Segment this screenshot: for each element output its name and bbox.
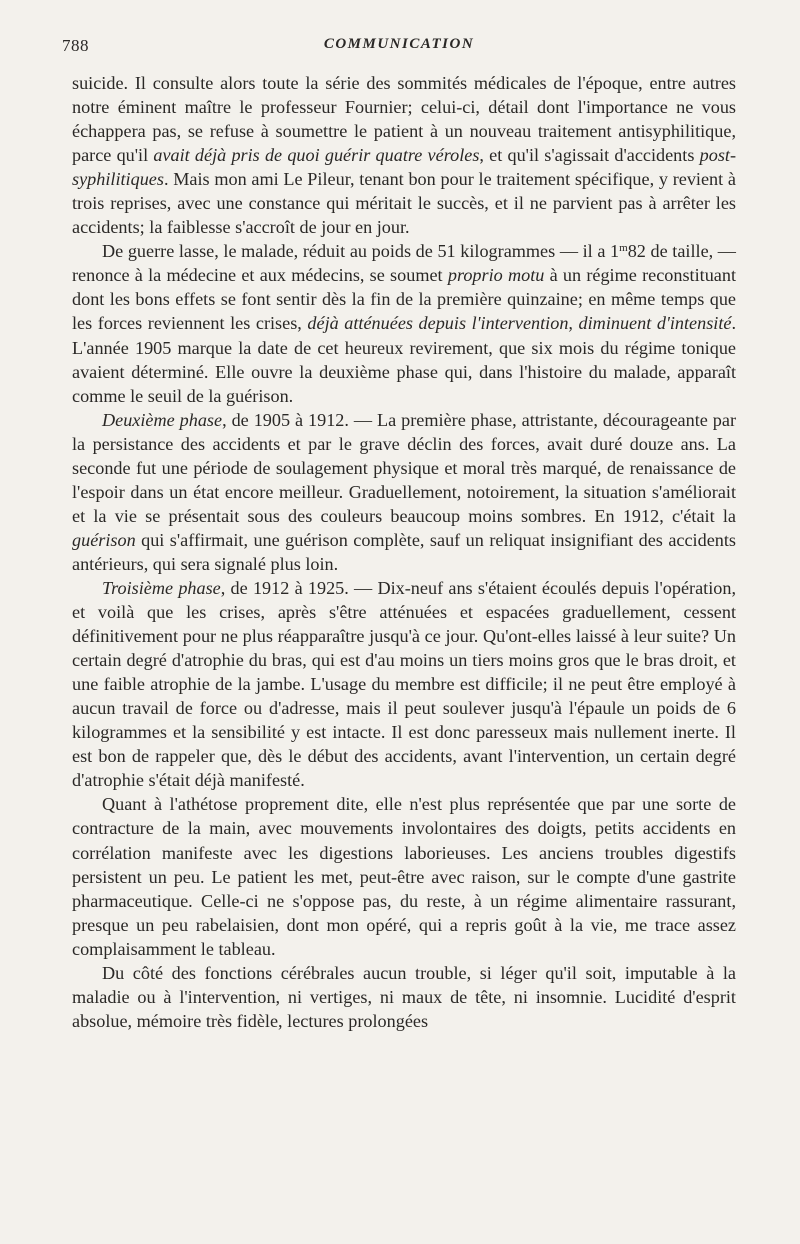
italic-text: guérison	[72, 529, 136, 550]
paragraph	[72, 408, 736, 576]
text-segment: , de 1905 à 1912. — La première phase, attristante, décourageante par la persistance des accidents et par le grave déclin des forces, avait duré douze ans. La seconde fut une période de soulagement physique et moral très marqué, de renaissance de l'espoir dans un état encore meilleur. Graduellement, notoirement, la situation s'améliorait et la vie se présentait sous des couleurs beaucoup moins sombres. En 1912, c'était la	[72, 409, 737, 526]
text-segment: , et qu'il s'agissait d'accidents	[479, 145, 700, 166]
page-header	[62, 36, 736, 60]
text-segment: Du côté des fonctions cérébrales aucun trouble, si léger qu'il soit, imputable à la maladie ou à l'intervention, ni vertiges, ni maux de tête, ni insomnie. Lucidité d'esprit absolue, mémoire très fidèle, lectures prolongées	[72, 962, 736, 1031]
text-segment: De guerre lasse, le malade, réduit au poids de 51 kilogrammes — il a 1	[102, 241, 620, 262]
italic-text: déjà atténuées depuis l'intervention, diminuent d'intensité	[307, 313, 732, 334]
body-text	[72, 71, 736, 1033]
text-segment: 82 de taille, — renonce à la médecine et aux médecins, se soumet	[72, 241, 736, 286]
paragraph	[72, 71, 736, 239]
italic-text: avait déjà pris de quoi guérir quatre véroles	[153, 145, 480, 166]
text-segment: , de 1912 à 1925. — Dix-neuf ans s'étaient écoulés depuis l'opération, et voilà que les crises, après s'être atténuées et espacées graduellement, cessent définitivement pour ne plus réapparaître jusqu'à ce jour. Qu'ont-elles laissé à leur suite? Un certain degré d'atrophie du bras, qui est d'au moins un tiers moins gros que le bras droit, et une faible atrophie de la jambe. L'usage du membre est difficile; il ne peut être employé à aucun travail de force ou d'adresse, mais il peut soulever jusqu'à l'épaule un poids de 6 kilogrammes et la sensibilité y est intacte. Il est donc paresseux mais nullement inerte. Il est bon de rappeler que, dès le début des accidents, avant l'intervention, un certain degré d'atrophie s'était déjà manifesté.	[72, 577, 736, 791]
italic-text: proprio motu	[447, 265, 545, 286]
paragraph	[72, 792, 736, 960]
italic-text: Troisième phase	[102, 577, 221, 598]
text-segment: qui s'affirmait, une guérison complète, sauf un reliquat insignifiant des accidents antérieurs, qui sera signalé plus loin.	[72, 529, 736, 574]
italic-text: Deuxième phase	[102, 409, 223, 430]
text-segment: . Mais mon ami Le Pileur, tenant bon pour le traitement spécifique, y revient à trois reprises, avec une constance qui méritait le succès, et il ne parvient pas à arrêter les accidents; la faiblesse s'accroît de jour en jour.	[72, 169, 736, 238]
running-title: COMMUNICATION	[323, 36, 475, 52]
text-segment: Quant à l'athétose proprement dite, elle n'est plus représentée que par une sorte de contracture de la main, avec mouvements involontaires des doigts, petits accidents en corrélation manifeste avec les digestions laborieuses. Les anciens troubles digestifs persistent un peu. Le patient les met, peut-être avec raison, sur le compte d'une gastrite pharmaceutique. Celle-ci ne s'oppose pas, du reste, à un régime alimentaire rassurant, presque un peu rabelaisien, dont mon opéré, qui a repris goût à la vie, me trace assez complaisamment le tableau.	[72, 794, 736, 959]
superscript-text: m	[619, 242, 628, 255]
text-segment: suicide. Il consulte alors toute la série des sommités médicales de l'époque, entre autres notre éminent maître le professeur Fournier; celui-ci, détail dont l'importance ne vous échappera pas, se refuse à soumettre le patient à un nouveau traitement antisyphilitique, parce qu'il	[72, 73, 736, 166]
paragraph	[72, 239, 736, 407]
paragraph	[72, 961, 736, 1033]
text-segment: . L'année 1905 marque la date de cet heureux revirement, que six mois du régime tonique avaient déterminé. Elle ouvre la deuxième phase qui, dans l'histoire du malade, apparaît comme le seuil de la guérison.	[72, 313, 736, 406]
text-segment: à un régime reconstituant dont les bons effets se font sentir dès la fin de la première quinzaine; en même temps que les forces reviennent les crises,	[72, 265, 737, 334]
paragraph	[72, 576, 736, 792]
page-number: 788	[62, 36, 89, 55]
italic-text: post-syphilitiques	[72, 145, 736, 190]
